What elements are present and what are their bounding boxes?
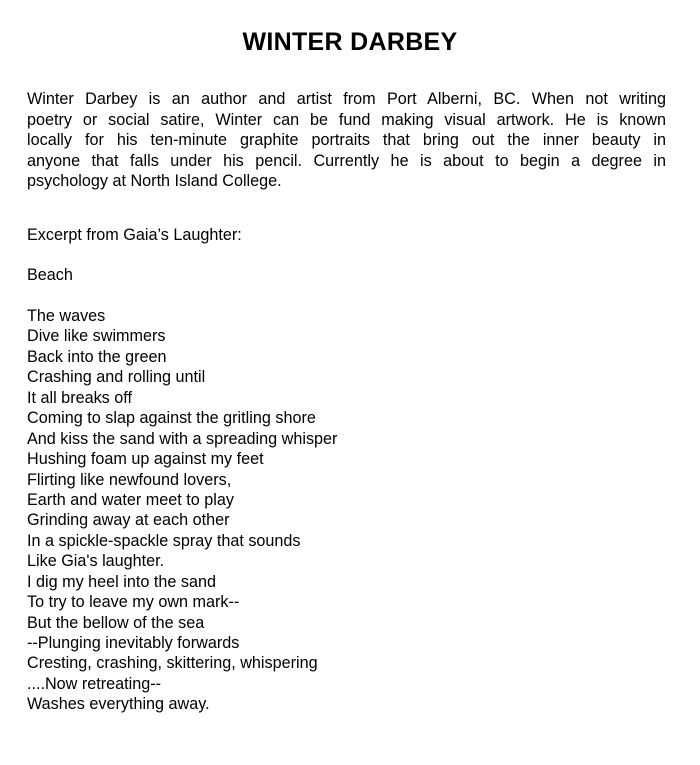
author-bio [27, 89, 666, 192]
poem-line: Dive like swimmers [27, 327, 166, 346]
bio-line: locally for his ten-minute graphite portraits that bring out the inner beauty in [27, 131, 666, 150]
poem-line: I dig my heel into the sand [27, 572, 216, 591]
poem-line: To try to leave my own mark-- [27, 593, 240, 612]
poem-line: Like Gia's laughter. [27, 552, 165, 571]
poem-line: Crashing and rolling until [27, 368, 206, 387]
bio-line: psychology at North Island College. [27, 172, 282, 191]
page-title: WINTER DARBEY [242, 28, 458, 56]
poem-line: But the bellow of the sea [27, 613, 205, 632]
poem-line: In a spickle-spackle spray that sounds [27, 531, 301, 550]
poem-line: Washes everything away. [27, 695, 210, 714]
poem-line: ....Now retreating-- [27, 674, 162, 693]
bio-line: poetry or social satire, Winter can be fund making visual artwork. He is known [27, 110, 666, 129]
poem-line: Back into the green [27, 347, 167, 366]
poem-line: And kiss the sand with a spreading whisper [27, 429, 338, 448]
poem-line: It all breaks off [27, 388, 132, 407]
poem-line: Hushing foam up against my feet [27, 450, 264, 469]
excerpt-label: Excerpt from Gaia’s Laughter: [27, 226, 242, 244]
bio-line: anyone that falls under his pencil. Currently he is about to begin a degree in [27, 151, 666, 170]
poem-line: Grinding away at each other [27, 511, 230, 530]
poem-line: Coming to slap against the gritling shore [27, 409, 316, 428]
poem-body [27, 306, 337, 715]
poem-line: The waves [27, 307, 106, 325]
bio-line: Winter Darbey is an author and artist from Port Alberni, BC. When not writing [27, 90, 666, 108]
poem-line: Cresting, crashing, skittering, whispering [27, 654, 318, 673]
poem-title: Beach [27, 266, 73, 284]
poem-line: --Plunging inevitably forwards [27, 634, 240, 652]
poem-line: Earth and water meet to play [27, 490, 234, 509]
poem-line: Flirting like newfound lovers, [27, 470, 232, 489]
